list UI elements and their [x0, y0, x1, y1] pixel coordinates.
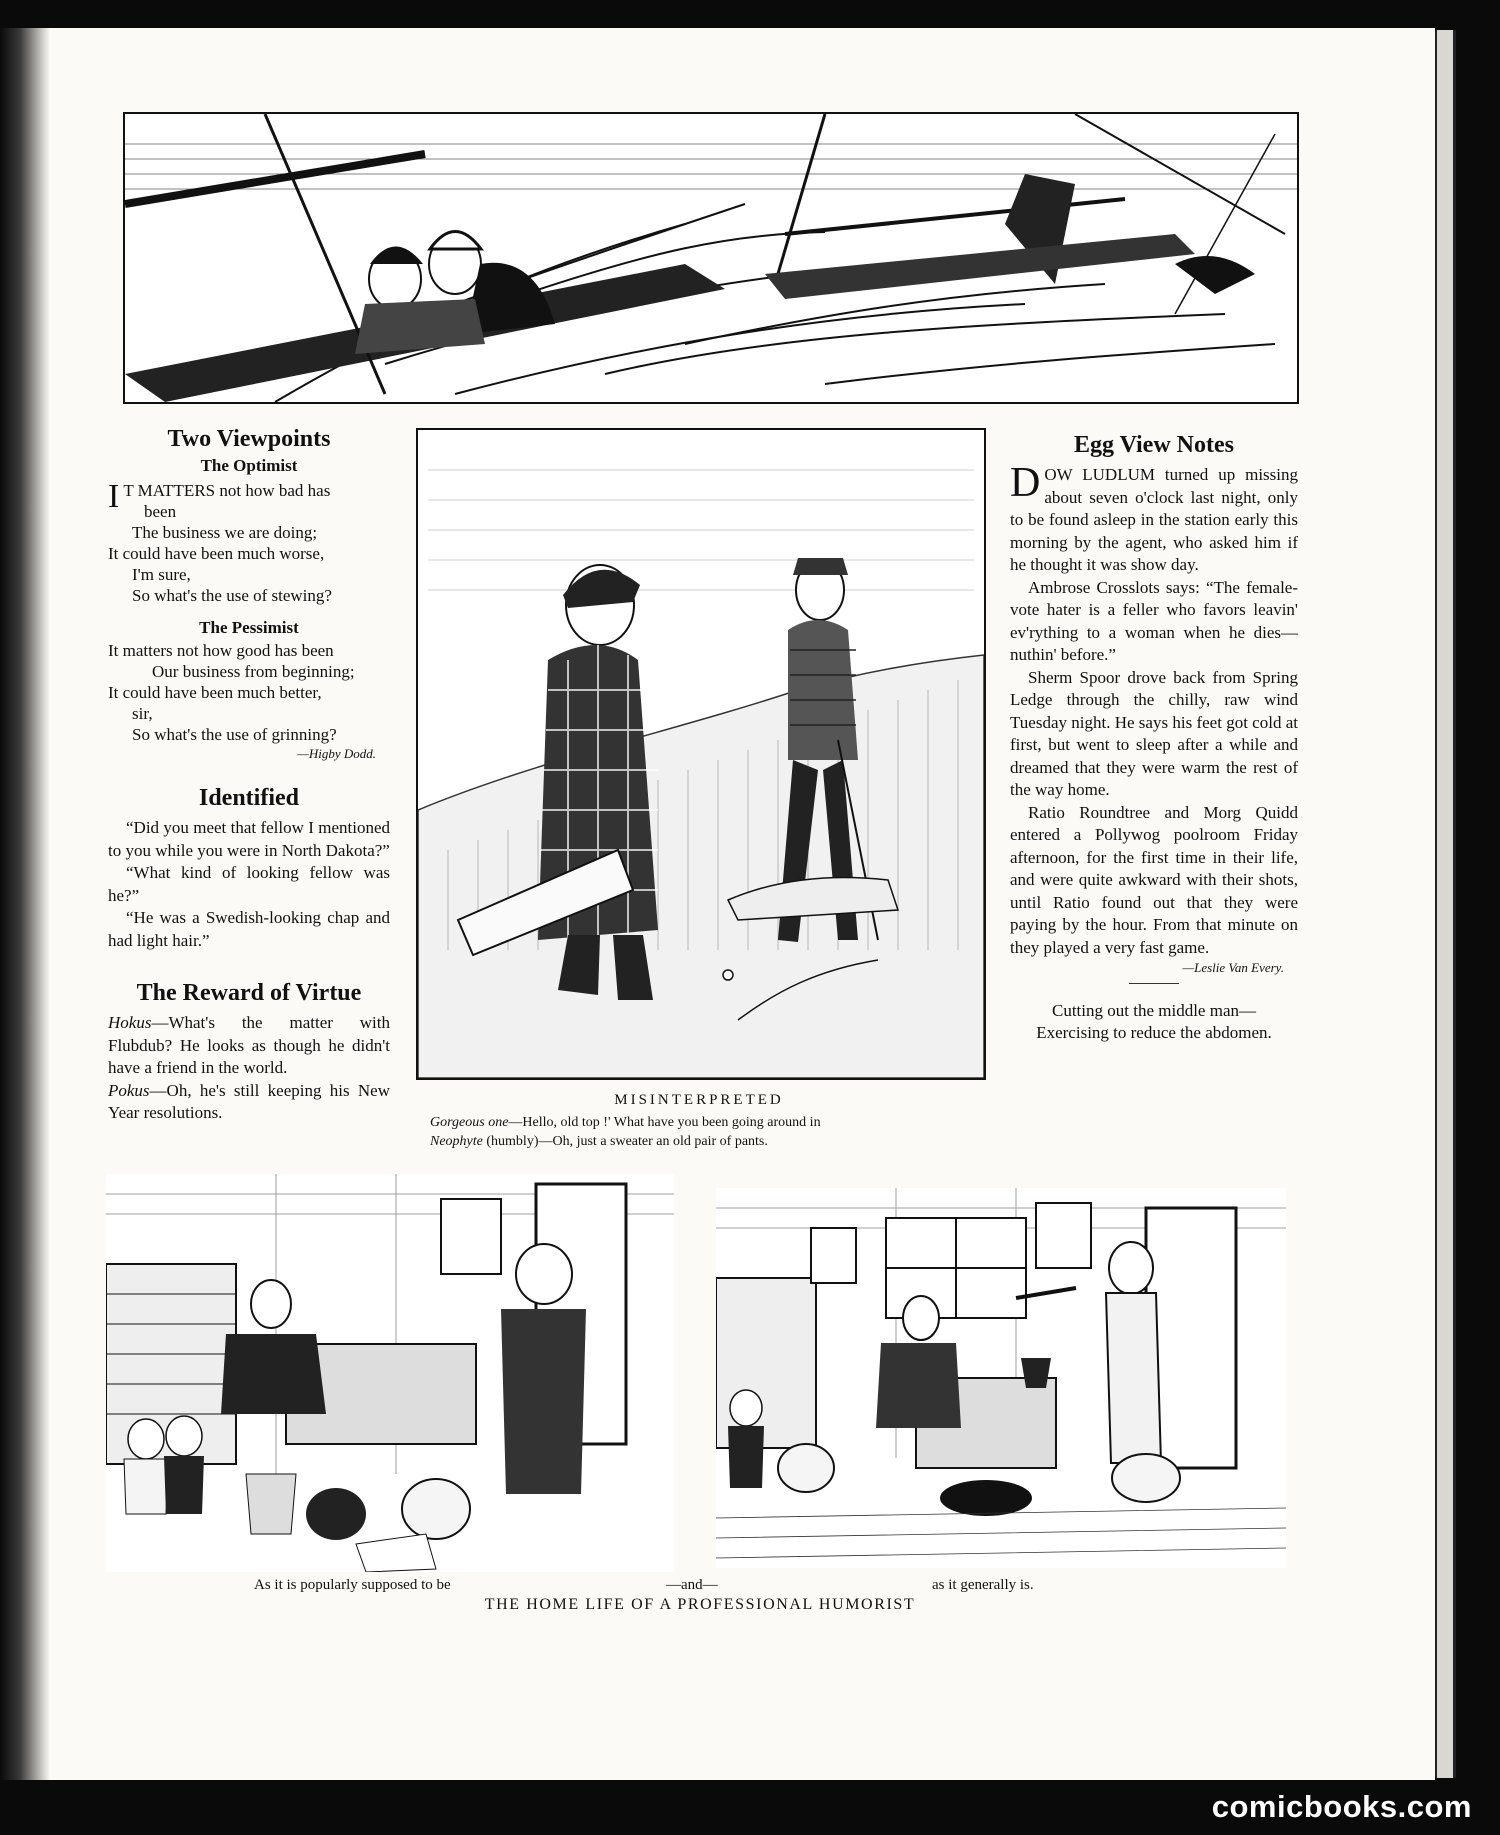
iceboat-illustration: [123, 112, 1299, 404]
page-edge: [1435, 30, 1456, 1778]
egg-view-dropcap: D: [1010, 460, 1041, 506]
actual-caption: as it generally is.: [932, 1577, 1034, 1593]
pessimist-line-4: sir,: [132, 704, 153, 723]
left-column: [108, 424, 390, 1125]
home-life-title: THE HOME LIFE OF A PROFESSIONAL HUMORIST: [484, 1596, 916, 1613]
pokus-speaker: Pokus: [108, 1080, 150, 1100]
divider-rule: [1129, 983, 1179, 984]
egg-view-paragraph-3: Sherm Spoor drove back from Spring Ledge through the chilly, raw wind Tuesday night. He says his feet got cold at first, but went to sleep after a while and dreamed that they were warm the rest of the way home.: [1010, 667, 1298, 799]
cartoon-caption-title: MISINTERPRETED: [614, 1092, 784, 1108]
reward-paragraph-1: Hokus—What's the matter with Flubdub? He looks as though he didn't have a friend in the world.: [108, 1013, 390, 1077]
cartoon-caption-line-1: Gorgeous one—Hello, old top !' What have you been going around in: [430, 1115, 821, 1130]
optimist-line-5: I'm sure,: [132, 565, 191, 584]
identified-paragraph-1: “Did you meet that fellow I mentioned to you while you were in North Dakota?”: [108, 818, 390, 860]
pessimist-subtitle: The Pessimist: [199, 618, 299, 637]
pessimist-line-5: So what's the use of grinning?: [132, 725, 337, 744]
pessimist-line-2: Our business from beginning;: [152, 662, 355, 681]
identified-paragraph-2: “What kind of looking fellow was he?”: [108, 863, 390, 905]
egg-view-signature: —Leslie Van Every.: [1182, 960, 1284, 975]
identified-body: [108, 817, 390, 952]
poem-title: Two Viewpoints: [167, 426, 331, 452]
reward-title: The Reward of Virtue: [136, 980, 362, 1006]
hokus-speaker: Hokus: [108, 1013, 152, 1032]
home-life-actual-illustration: [716, 1188, 1286, 1568]
joke-line-2: Exercising to reduce the abdomen.: [1036, 1023, 1272, 1042]
egg-view-title: Egg View Notes: [1074, 432, 1234, 458]
pessimist-line-1: It matters not how good has been: [108, 641, 334, 660]
optimist-line-4: It could have been much worse,: [108, 544, 325, 563]
book-spine-shadow: [0, 28, 50, 1780]
right-column: [1010, 430, 1298, 1044]
identified-title: Identified: [198, 785, 299, 811]
supposed-caption: As it is popularly supposed to be: [254, 1577, 451, 1593]
optimist-line-2: been: [144, 502, 177, 521]
pessimist-stanza: [108, 640, 390, 745]
reward-paragraph-2: Pokus—Oh, he's still keeping his New Year resolutions.: [108, 1080, 390, 1122]
egg-view-paragraph-4: Ratio Roundtree and Morg Quidd entered a Pollywog poolroom Friday afternoon, for the first time in their life, and were quite awkward with their shots, until Ratio found out that they were paying by the hour. From that minute on they played a very fast game.: [1010, 802, 1298, 957]
identified-paragraph-3: “He was a Swedish-looking chap and had light hair.”: [108, 908, 390, 950]
optimist-stanza: [108, 480, 390, 606]
cartoon-caption-line-2: Neophyte (humbly)—Oh, just a sweater an old pair of pants.: [430, 1134, 768, 1149]
optimist-line-1: T MATTERS not how bad has: [123, 481, 331, 500]
and-caption: —and—: [666, 1577, 718, 1593]
egg-view-paragraph-2: Ambrose Crosslots says: “The female-vote hater is a feller who favors leavin' ev'rything to a woman when he dies—nuthin' before.”: [1010, 577, 1298, 664]
middle-man-joke: [1010, 1000, 1298, 1044]
optimist-subtitle: The Optimist: [200, 456, 298, 475]
poem-signature: —Higby Dodd.: [297, 746, 376, 761]
optimist-line-6: So what's the use of stewing?: [132, 586, 332, 605]
egg-view-paragraph-1: DOW LUDLUM turned up missing about seven o'clock last night, only to be found asleep in the station early this morning by the agent, who asked him if he thought it was show day.: [1010, 460, 1298, 574]
reward-body: [108, 1012, 390, 1125]
joke-line-1: Cutting out the middle man—: [1052, 1001, 1256, 1020]
optimist-dropcap: I: [108, 478, 120, 515]
optimist-line-3: The business we are doing;: [132, 523, 318, 542]
pessimist-line-3: It could have been much better,: [108, 683, 322, 702]
golfers-cartoon: [416, 428, 986, 1080]
home-life-supposed-illustration: [106, 1174, 674, 1572]
site-watermark: comicbooks.com: [1211, 1789, 1472, 1824]
